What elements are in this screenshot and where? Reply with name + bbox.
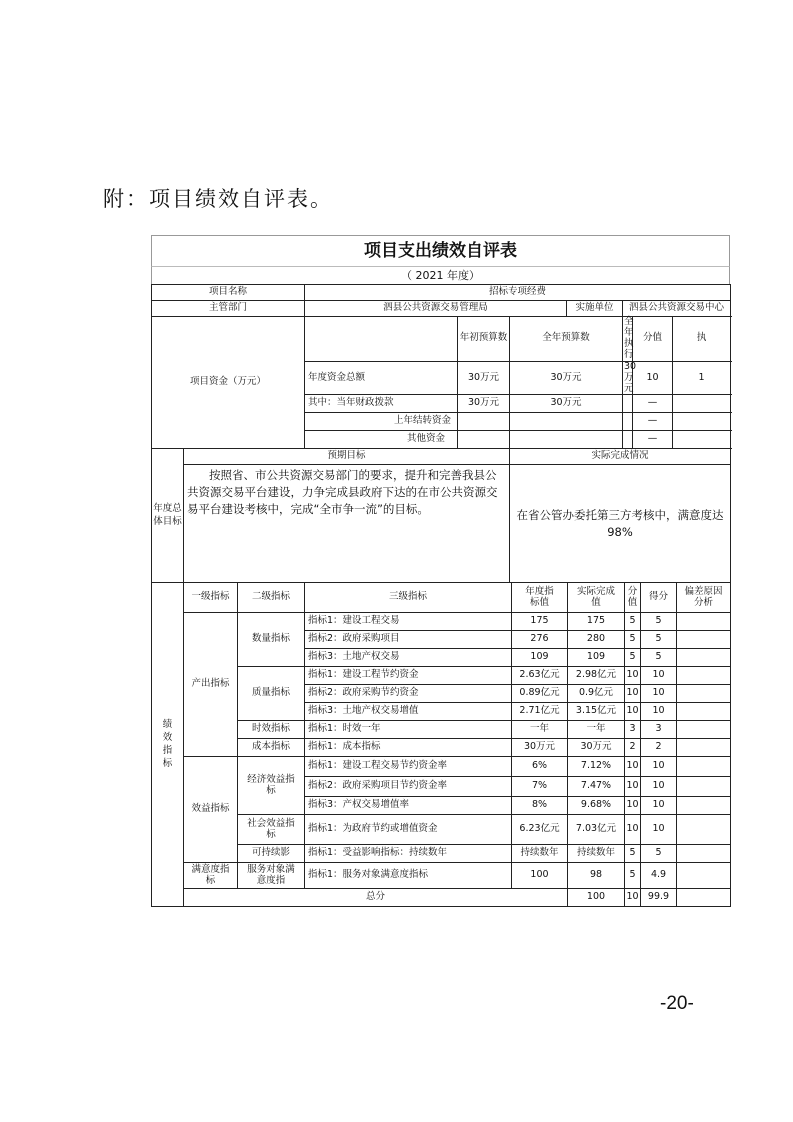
info-table <box>151 284 731 583</box>
funds-header: 分值 <box>633 317 673 362</box>
indicator-score: 10 <box>625 685 641 703</box>
level2-sustainable: 可持续影 <box>238 845 305 863</box>
total-got: 99.9 <box>641 889 677 907</box>
indicator-score: 3 <box>625 721 641 739</box>
indicator-target: 持续数年 <box>512 845 568 863</box>
table-title: 项目支出绩效自评表 <box>151 235 730 266</box>
level1-benefit: 效益指标 <box>184 757 238 863</box>
funds-initial <box>458 413 510 431</box>
level1-satisfaction: 满意度指标 <box>184 863 238 889</box>
indicator-name: 指标1：成本指标 <box>305 739 512 757</box>
funds-header: 执 <box>673 317 731 362</box>
indicator-got: 10 <box>641 685 677 703</box>
indicator-target: 7% <box>512 777 568 797</box>
indicator-score: 10 <box>625 777 641 797</box>
impl-label: 实施单位 <box>567 301 623 317</box>
indicator-deviation <box>677 777 731 797</box>
level2-social: 社会效益指标 <box>238 815 305 845</box>
indicator-deviation <box>677 863 731 889</box>
impl-value: 泗县公共资源交易中心 <box>623 301 731 317</box>
indicator-target: 0.89亿元 <box>512 685 568 703</box>
total-label: 总分 <box>184 889 568 907</box>
funds-rate <box>673 413 731 431</box>
funds-score: 10 <box>633 361 673 395</box>
indicator-score: 10 <box>625 667 641 685</box>
page-number: -20- <box>660 993 694 1014</box>
indicator-deviation <box>677 613 731 631</box>
indicator-actual: 7.47% <box>568 777 625 797</box>
funds-executed <box>623 413 633 431</box>
ind-header: 二级指标 <box>238 583 305 613</box>
indicator-actual: 3.15亿元 <box>568 703 625 721</box>
funds-initial <box>458 431 510 449</box>
funds-rate <box>673 431 731 449</box>
ind-header: 实际完成值 <box>568 583 625 613</box>
indicator-name: 指标2：政府采购项目 <box>305 631 512 649</box>
indicator-name: 指标1：为政府节约或增值资金 <box>305 815 512 845</box>
funds-executed <box>623 431 633 449</box>
indicator-row <box>152 739 731 757</box>
indicator-got: 10 <box>641 815 677 845</box>
dept-value: 泗县公共资源交易管理局 <box>305 301 567 317</box>
indicator-score: 2 <box>625 739 641 757</box>
ind-header: 得分 <box>641 583 677 613</box>
funds-annual <box>510 431 623 449</box>
indicator-target: 100 <box>512 863 568 889</box>
indicator-got: 4.9 <box>641 863 677 889</box>
indicator-score: 10 <box>625 815 641 845</box>
funds-score: — <box>633 413 673 431</box>
indicator-target: 8% <box>512 797 568 815</box>
funds-rate: 1 <box>673 361 731 395</box>
indicator-actual: 2.98亿元 <box>568 667 625 685</box>
indicator-actual: 98 <box>568 863 625 889</box>
indicator-actual: 7.03亿元 <box>568 815 625 845</box>
indicator-row <box>152 815 731 845</box>
expected-goal-header: 预期目标 <box>184 449 510 465</box>
indicator-actual: 9.68% <box>568 797 625 815</box>
indicator-deviation <box>677 797 731 815</box>
project-name-value: 招标专项经费 <box>305 285 731 301</box>
indicators-label: 绩效指标 <box>152 583 184 907</box>
level2-timeliness: 时效指标 <box>238 721 305 739</box>
funds-header: 全年执行 <box>624 316 634 360</box>
indicator-target: 6.23亿元 <box>512 815 568 845</box>
indicator-actual: 7.12% <box>568 757 625 777</box>
indicator-row <box>152 757 731 777</box>
funds-executed <box>623 395 633 413</box>
indicator-deviation <box>677 739 731 757</box>
funds-row-label: 年度资金总额 <box>305 361 458 395</box>
funds-rate <box>673 395 731 413</box>
funds-label: 项目资金（万元） <box>152 317 305 449</box>
indicator-deviation <box>677 721 731 739</box>
indicator-actual: 175 <box>568 613 625 631</box>
level2-economic: 经济效益指标 <box>238 757 305 815</box>
funds-annual <box>510 413 623 431</box>
indicator-row <box>152 613 731 631</box>
indicator-actual: 一年 <box>568 721 625 739</box>
indicator-score: 5 <box>625 631 641 649</box>
level2-quantity: 数量指标 <box>238 613 305 667</box>
indicator-name: 指标2：政府采购项目节约资金率 <box>305 777 512 797</box>
indicator-score: 10 <box>625 797 641 815</box>
funds-corner <box>305 317 458 362</box>
indicator-name: 指标3：产权交易增值率 <box>305 797 512 815</box>
indicator-deviation <box>677 815 731 845</box>
level1-output: 产出指标 <box>184 613 238 757</box>
indicator-score: 5 <box>625 613 641 631</box>
indicators-table <box>151 582 731 907</box>
indicator-actual: 0.9亿元 <box>568 685 625 703</box>
indicator-score: 5 <box>625 649 641 667</box>
indicator-row <box>152 863 731 889</box>
total-target: 100 <box>568 889 625 907</box>
indicator-actual: 280 <box>568 631 625 649</box>
indicator-deviation <box>677 685 731 703</box>
indicator-actual: 持续数年 <box>568 845 625 863</box>
expected-goal-text: 按照省、市公共资源交易部门的要求，提升和完善我县公共资源交易平台建设，力争完成县政府下达的在市公共资源交易平台建设考核中，完成“全市争一流”的目标。 <box>184 465 510 583</box>
indicator-name: 指标1：建设工程节约资金 <box>305 667 512 685</box>
indicator-target: 6% <box>512 757 568 777</box>
level2-satisfaction: 服务对象满意度指 <box>238 863 305 889</box>
ind-header: 偏差原因分析 <box>677 583 731 613</box>
indicator-name: 指标1：服务对象满意度指标 <box>305 863 512 889</box>
funds-header: 年初预算数 <box>458 317 510 362</box>
level2-cost: 成本指标 <box>238 739 305 757</box>
indicator-got: 5 <box>641 631 677 649</box>
ind-header: 三级指标 <box>305 583 512 613</box>
indicator-name: 指标1：建设工程交易节约资金率 <box>305 757 512 777</box>
ind-header: 分值 <box>625 583 641 613</box>
indicator-got: 10 <box>641 703 677 721</box>
funds-initial: 30万元 <box>458 395 510 413</box>
table-year: （ 2021 年度） <box>151 266 730 284</box>
annual-goal-label: 年度总体目标 <box>152 449 184 583</box>
indicator-deviation <box>677 649 731 667</box>
indicator-got: 3 <box>641 721 677 739</box>
indicator-name: 指标2：政府采购节约资金 <box>305 685 512 703</box>
indicator-name: 指标1：受益影响指标：持续数年 <box>305 845 512 863</box>
indicator-got: 2 <box>641 739 677 757</box>
indicator-score: 5 <box>625 845 641 863</box>
indicator-target: 276 <box>512 631 568 649</box>
indicator-target: 175 <box>512 613 568 631</box>
indicator-deviation <box>677 845 731 863</box>
funds-row-label: 其他资金 <box>305 431 458 449</box>
indicator-deviation <box>677 631 731 649</box>
indicator-actual: 30万元 <box>568 739 625 757</box>
funds-header: 全年预算数 <box>510 317 623 362</box>
indicator-deviation <box>677 667 731 685</box>
indicator-actual: 109 <box>568 649 625 667</box>
indicator-deviation <box>677 757 731 777</box>
indicator-target: 一年 <box>512 721 568 739</box>
funds-initial: 30万元 <box>458 361 510 395</box>
indicator-name: 指标1：时效一年 <box>305 721 512 739</box>
actual-result-text: 在省公管办委托第三方考核中，满意度达98% <box>510 465 731 583</box>
indicator-got: 10 <box>641 777 677 797</box>
funds-row-label: 其中：当年财政拨款 <box>305 395 458 413</box>
indicator-target: 2.63亿元 <box>512 667 568 685</box>
total-score: 10 <box>625 889 641 907</box>
indicator-got: 5 <box>641 845 677 863</box>
funds-row-label: 上年结转资金 <box>305 413 458 431</box>
indicator-row <box>152 667 731 685</box>
total-deviation <box>677 889 731 907</box>
funds-executed: 30万元 <box>624 360 637 394</box>
level2-quality: 质量指标 <box>238 667 305 721</box>
ind-header: 一级指标 <box>184 583 238 613</box>
indicator-target: 109 <box>512 649 568 667</box>
indicator-name: 指标1：建设工程交易 <box>305 613 512 631</box>
funds-annual: 30万元 <box>510 361 623 395</box>
indicator-score: 10 <box>625 757 641 777</box>
indicator-got: 5 <box>641 613 677 631</box>
funds-score: — <box>633 395 673 413</box>
page-heading: 附：项目绩效自评表。 <box>103 187 333 211</box>
indicator-row <box>152 845 731 863</box>
indicator-target: 2.71亿元 <box>512 703 568 721</box>
dept-label: 主管部门 <box>152 301 305 317</box>
actual-result-header: 实际完成情况 <box>510 449 731 465</box>
indicator-deviation <box>677 703 731 721</box>
indicator-score: 10 <box>625 703 641 721</box>
self-evaluation-table <box>151 235 730 907</box>
indicator-score: 5 <box>625 863 641 889</box>
indicator-got: 10 <box>641 797 677 815</box>
project-name-label: 项目名称 <box>152 285 305 301</box>
total-row <box>152 889 731 907</box>
indicator-name: 指标3：土地产权交易 <box>305 649 512 667</box>
indicator-got: 5 <box>641 649 677 667</box>
indicator-name: 指标3：土地产权交易增值 <box>305 703 512 721</box>
indicator-target: 30万元 <box>512 739 568 757</box>
ind-header: 年度指标值 <box>512 583 568 613</box>
funds-annual: 30万元 <box>510 395 623 413</box>
funds-score: — <box>633 431 673 449</box>
indicator-row <box>152 721 731 739</box>
indicator-got: 10 <box>641 667 677 685</box>
indicator-got: 10 <box>641 757 677 777</box>
